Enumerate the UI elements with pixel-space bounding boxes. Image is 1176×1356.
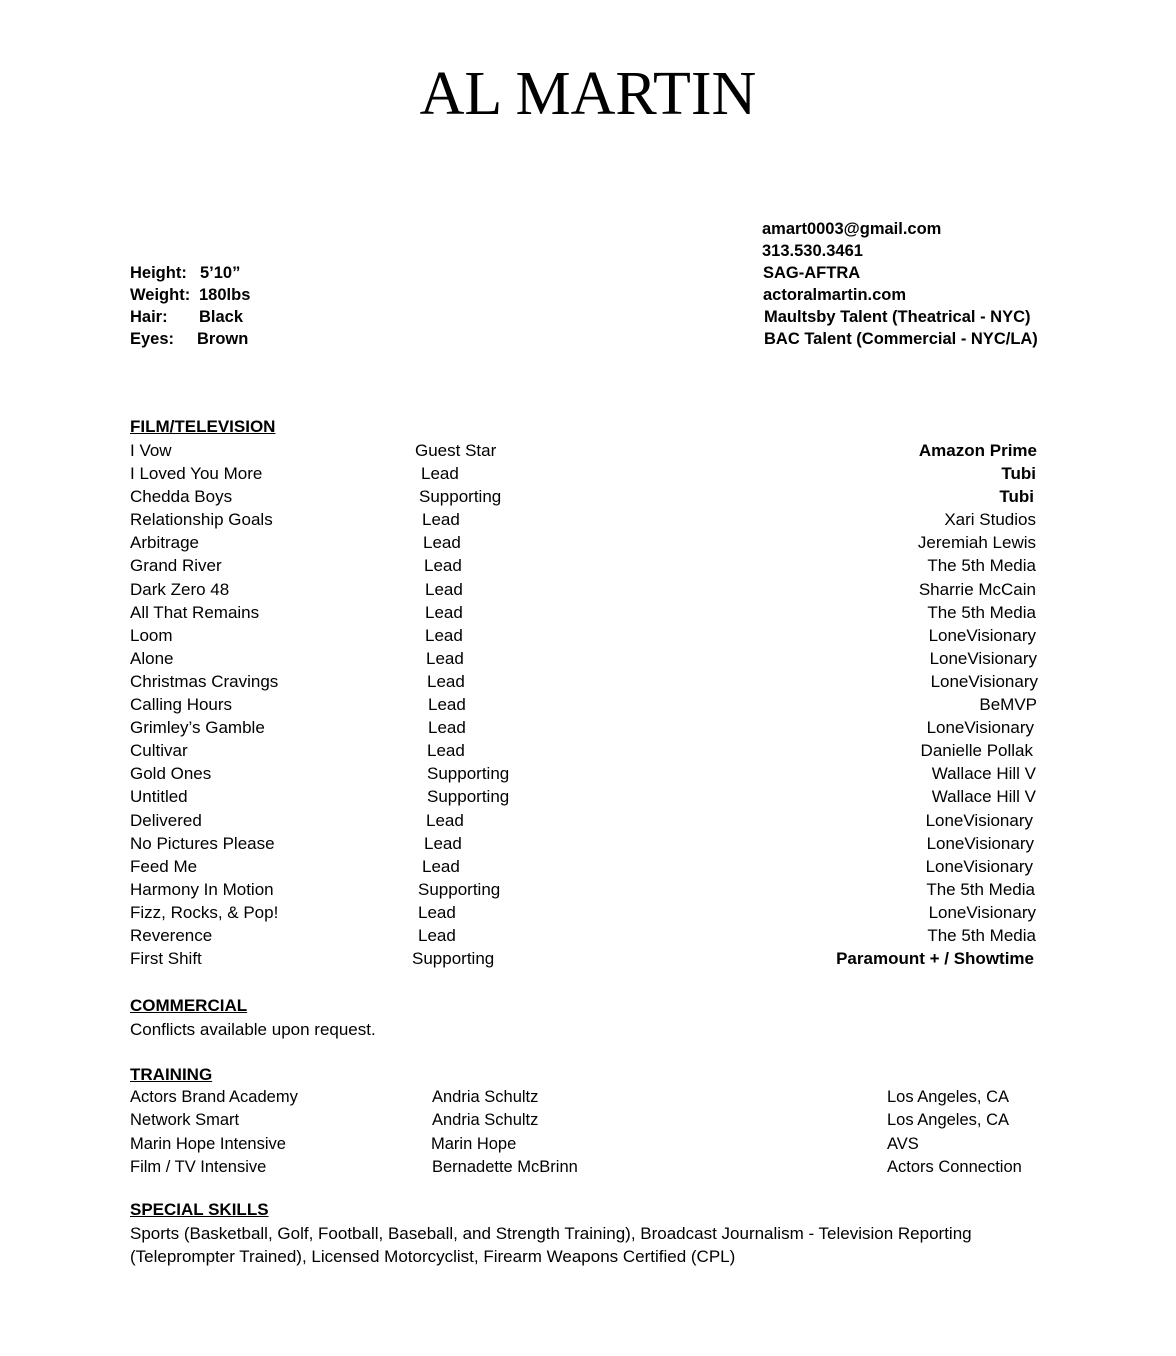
credit-title: Grand River: [130, 556, 222, 576]
credit-row: [0, 809, 1176, 832]
credit-row: [0, 924, 1176, 947]
credit-role: Lead: [427, 741, 465, 761]
stat-value: 5’10”: [200, 264, 241, 282]
credit-title: I Vow: [130, 441, 172, 460]
credit-role: Lead: [425, 579, 463, 599]
stat-label: Height:: [130, 264, 187, 282]
credit-company: Danielle Pollak: [920, 741, 1033, 761]
credit-company: The 5th Media: [926, 879, 1035, 899]
credit-title: Grimley’s Gamble: [130, 718, 265, 738]
credit-title: Fizz, Rocks, & Pop!: [130, 902, 279, 922]
training-list: [0, 1086, 1176, 1179]
credit-row: [0, 739, 1176, 762]
training-location: Los Angeles, CA: [887, 1088, 1009, 1106]
credit-title: Loom: [130, 625, 173, 645]
credit-role: Lead: [418, 902, 456, 922]
stat-label: Hair:: [130, 308, 168, 326]
training-program: Film / TV Intensive: [130, 1157, 267, 1176]
credit-title: Reverence: [130, 925, 213, 945]
credit-row: [0, 554, 1176, 577]
credit-role: Lead: [426, 810, 464, 830]
credit-title: Gold Ones: [130, 764, 212, 784]
training-teacher: Marin Hope: [431, 1134, 517, 1153]
training-teacher: Andria Schultz: [432, 1088, 539, 1106]
credit-company: The 5th Media: [927, 602, 1036, 622]
contact-phone: 313.530.3461: [762, 242, 863, 260]
special-skills-heading: SPECIAL SKILLS: [130, 1200, 269, 1219]
credit-role: Lead: [422, 856, 460, 876]
credit-row: [0, 670, 1176, 693]
credit-company: Sharrie McCain: [918, 579, 1036, 599]
credit-row: [0, 531, 1176, 554]
film-tv-credits: [0, 439, 1176, 970]
credit-role: Lead: [425, 602, 463, 622]
training-location: AVS: [887, 1134, 919, 1153]
credit-role: Lead: [428, 695, 466, 715]
training-program: Marin Hope Intensive: [130, 1134, 286, 1153]
credit-title: Alone: [130, 648, 174, 668]
credit-title: No Pictures Please: [130, 833, 275, 853]
credit-title: Cultivar: [130, 741, 188, 761]
credit-row: [0, 624, 1176, 647]
credit-company: Jeremiah Lewis: [917, 533, 1036, 553]
training-row: [0, 1109, 1176, 1132]
credit-row: [0, 601, 1176, 624]
credit-title: Arbitrage: [130, 533, 199, 553]
credit-row: [0, 508, 1176, 531]
credit-company: Tubi: [1001, 464, 1036, 484]
credit-role: Lead: [426, 648, 464, 668]
training-location: Actors Connection: [887, 1157, 1022, 1176]
credit-role: Guest Star: [415, 441, 497, 460]
credit-company: LoneVisionary: [925, 856, 1033, 876]
credit-role: Lead: [422, 510, 460, 530]
actor-name: AL MARTIN: [419, 60, 757, 128]
credit-row: [0, 716, 1176, 739]
credit-row: [0, 855, 1176, 878]
credit-company: Xari Studios: [944, 510, 1036, 530]
credit-role: Supporting: [412, 949, 495, 969]
credit-company: BeMVP: [979, 695, 1037, 715]
training-program: Actors Brand Academy: [130, 1088, 298, 1106]
contact-agency-theatrical: Maultsby Talent (Theatrical - NYC): [764, 308, 1031, 326]
credit-row: [0, 485, 1176, 508]
commercial-heading: COMMERCIAL: [130, 996, 248, 1015]
stat-eyes: [130, 328, 249, 350]
credit-company: LoneVisionary: [926, 833, 1034, 853]
credit-role: Lead: [423, 533, 461, 553]
training-heading: TRAINING: [130, 1065, 213, 1084]
credit-title: Christmas Cravings: [130, 671, 279, 691]
credit-title: Harmony In Motion: [130, 879, 274, 899]
training-teacher: Bernadette McBrinn: [432, 1157, 578, 1176]
credit-role: Supporting: [427, 787, 510, 807]
stat-hair: [130, 306, 244, 328]
credit-title: Dark Zero 48: [130, 579, 230, 599]
credit-company: The 5th Media: [927, 556, 1036, 576]
credit-company: LoneVisionary: [926, 718, 1034, 738]
stat-weight: [130, 284, 251, 306]
contact-union: SAG-AFTRA: [763, 264, 861, 282]
credit-title: First Shift: [130, 949, 202, 969]
credit-row: [0, 647, 1176, 670]
commercial-text: Conflicts available upon request.: [130, 1020, 376, 1039]
credit-company: Paramount + / Showtime: [836, 949, 1034, 969]
credit-title: I Loved You More: [130, 464, 263, 484]
stat-value: Brown: [197, 330, 249, 348]
training-row: [0, 1156, 1176, 1179]
credit-role: Lead: [421, 464, 459, 484]
training-location: Los Angeles, CA: [887, 1111, 1009, 1130]
credit-row: [0, 878, 1176, 901]
stat-value: 180lbs: [199, 286, 251, 304]
credit-title: Delivered: [130, 810, 202, 830]
credit-role: Supporting: [419, 487, 502, 507]
special-skills-text: [130, 1222, 1030, 1268]
credit-company: Wallace Hill V: [931, 787, 1036, 807]
credit-company: LoneVisionary: [928, 625, 1036, 645]
credit-role: Lead: [418, 925, 456, 945]
credit-role: Supporting: [418, 879, 501, 899]
credit-row: [0, 785, 1176, 808]
contact-email[interactable]: amart0003@gmail.com: [762, 220, 942, 238]
credit-role: Lead: [424, 833, 462, 853]
credit-row: [0, 832, 1176, 855]
training-row: [0, 1133, 1176, 1156]
stat-height: [130, 262, 241, 284]
credit-company: Wallace Hill V: [931, 764, 1036, 784]
stat-label: Eyes:: [130, 330, 175, 348]
special-skills-line-2: (Teleprompter Trained), Licensed Motorcyclist, Firearm Weapons Certified (CPL): [130, 1247, 736, 1266]
training-row: [0, 1086, 1176, 1109]
credit-title: Feed Me: [130, 856, 198, 876]
credit-title: Chedda Boys: [130, 487, 233, 507]
film-tv-heading: FILM/TELEVISION: [130, 417, 276, 436]
credit-row: [0, 901, 1176, 924]
credit-role: Lead: [424, 556, 462, 576]
training-teacher: Andria Schultz: [432, 1111, 539, 1130]
stat-value: Black: [199, 308, 244, 326]
credit-title: Calling Hours: [130, 695, 233, 715]
credit-company: LoneVisionary: [930, 671, 1038, 691]
credit-company: Amazon Prime: [918, 441, 1037, 460]
special-skills-line-1: Sports (Basketball, Golf, Football, Baseball, and Strength Training), Broadcast Journalism - Television Reporting: [130, 1224, 972, 1243]
credit-row: [0, 693, 1176, 716]
credit-row: [0, 578, 1176, 601]
credit-row: [0, 439, 1176, 462]
credit-company: Tubi: [999, 487, 1034, 507]
credit-title: Relationship Goals: [130, 510, 273, 530]
credit-role: Lead: [425, 625, 463, 645]
credit-title: All That Remains: [130, 602, 260, 622]
credit-role: Lead: [428, 718, 466, 738]
contact-website[interactable]: actoralmartin.com: [763, 286, 907, 304]
credit-company: LoneVisionary: [925, 810, 1033, 830]
contact-agency-commercial: BAC Talent (Commercial - NYC/LA): [764, 330, 1038, 348]
credit-company: The 5th Media: [927, 925, 1036, 945]
credit-company: LoneVisionary: [928, 902, 1036, 922]
credit-row: [0, 947, 1176, 970]
credit-role: Supporting: [427, 764, 510, 784]
credit-row: [0, 762, 1176, 785]
physical-stats: [130, 262, 251, 350]
credit-company: LoneVisionary: [929, 648, 1037, 668]
training-program: Network Smart: [130, 1111, 240, 1130]
contact-block: [762, 218, 1038, 350]
credit-row: [0, 462, 1176, 485]
credit-title: Untitled: [130, 787, 188, 807]
credit-role: Lead: [427, 671, 465, 691]
stat-label: Weight:: [130, 286, 191, 304]
